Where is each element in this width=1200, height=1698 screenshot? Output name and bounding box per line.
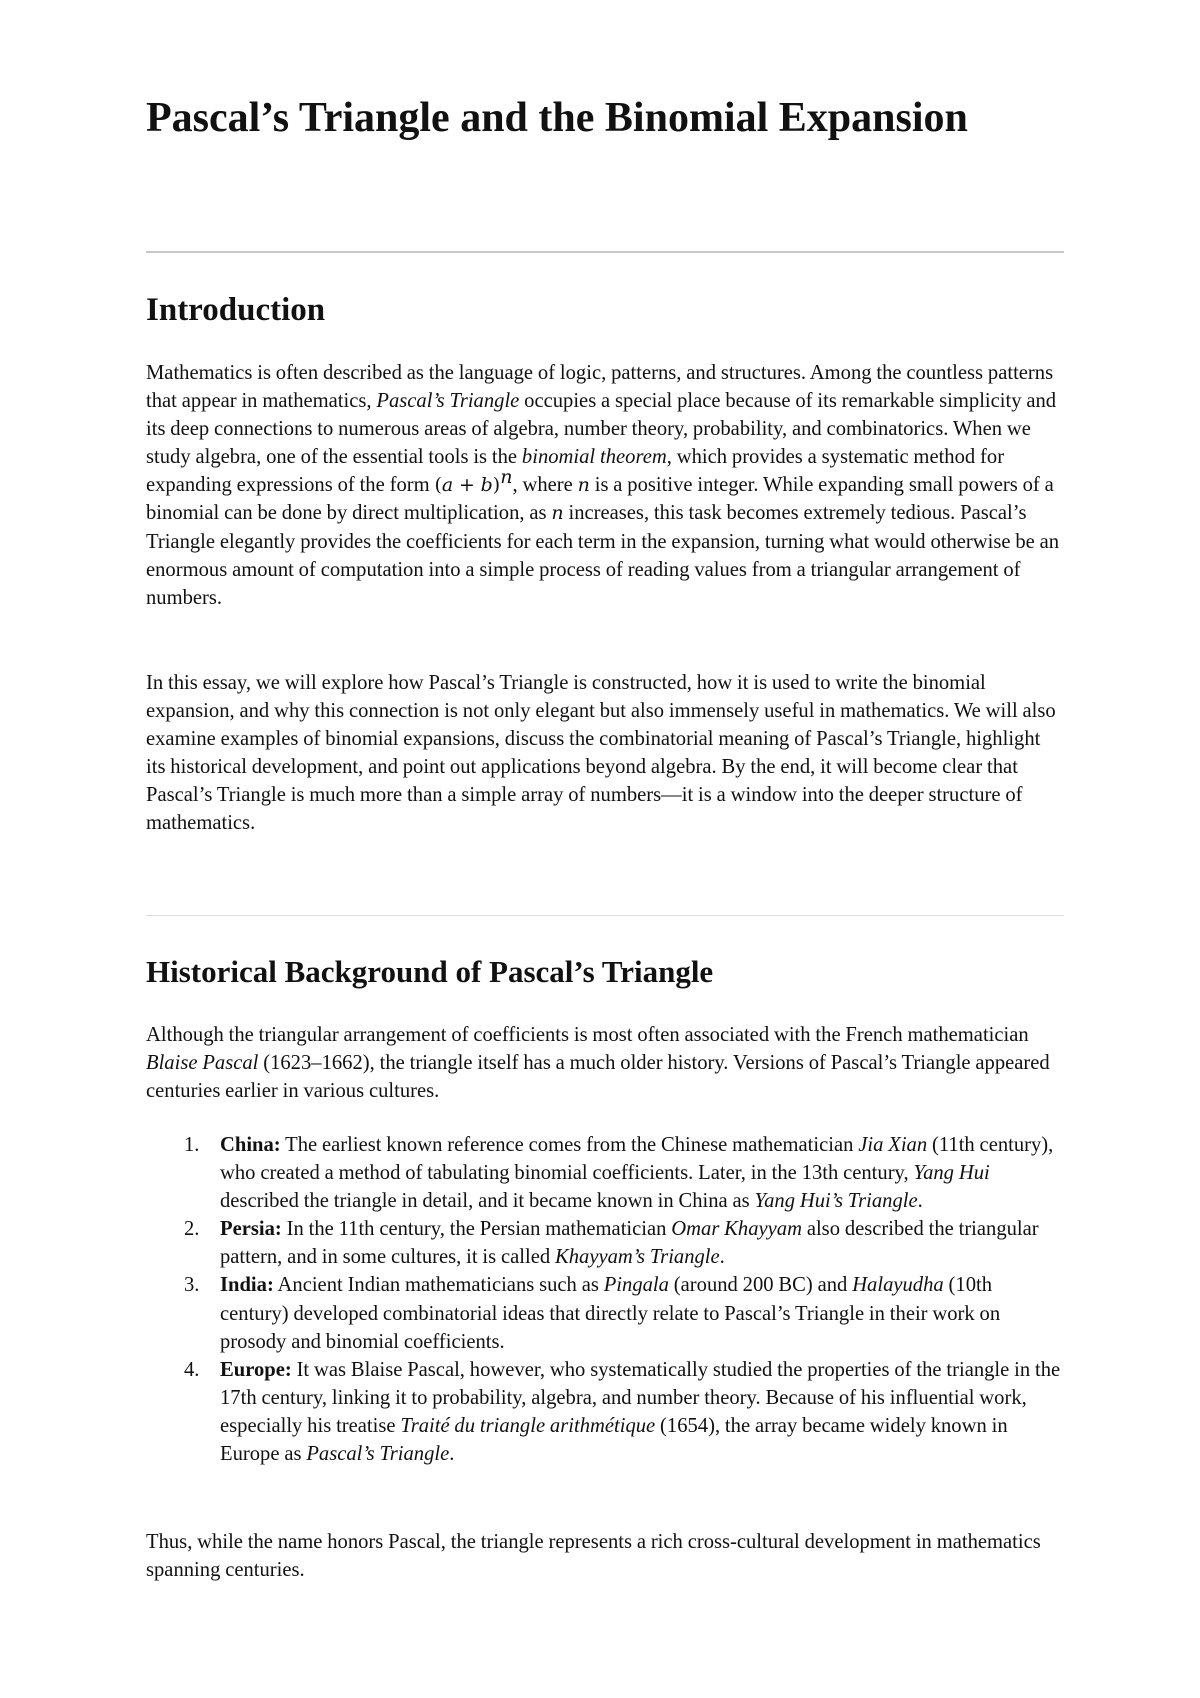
- math-open-paren: (: [434, 474, 442, 497]
- text-run: In the 11th century, the Persian mathematician: [281, 1218, 672, 1241]
- introduction-paragraph-2: In this essay, we will explore how Pascal’s Triangle is constructed, how it is used to write the binomial expansion, and why this connection is not only elegant but also immensely useful in mathematics. We will also examine examples of binomial expansions, discuss the combinatorial meaning of Pascal’s Triangle, highlight its historical development, and point out applications beyond algebra. By the end, it will become clear that Pascal’s Triangle is much more than a simple array of numbers—it is a window into the deeper structure of mathematics.: [146, 672, 1056, 835]
- history-paragraph-1: [146, 1021, 1064, 1105]
- list-item-china: [146, 1131, 1064, 1215]
- list-item-india: [146, 1271, 1064, 1355]
- history-paragraph-last: Thus, while the name honors Pascal, the triangle represents a rich cross-cultural development in mathematics spanning centuries.: [146, 1531, 1041, 1582]
- math-variable-n: n: [577, 474, 590, 497]
- math-plus: +: [453, 474, 481, 497]
- title-divider: [146, 251, 1064, 253]
- text-run: .: [449, 1443, 455, 1466]
- emphasis-name: Omar Khayyam: [671, 1218, 802, 1241]
- list-item-europe: [146, 1356, 1064, 1468]
- emphasis-name: Yang Hui’s Triangle: [754, 1190, 918, 1213]
- emphasis-name: Traité du triangle arithmétique: [400, 1414, 656, 1437]
- text-run: .: [719, 1246, 725, 1269]
- history-heading: Historical Background of Pascal’s Triangle: [146, 954, 714, 989]
- text-run: is a positive integer. While expanding small powers of a binomial can be done by direct multiplication, as: [146, 474, 1054, 525]
- list-label: Europe:: [220, 1358, 292, 1381]
- text-run: It was Blaise Pascal, however, who systematically studied the properties of the triangle in the 17th century, linking it to probability, algebra, and number theory. Because of his influential work, especially his treatise: [220, 1358, 1061, 1437]
- list-number: 1.: [184, 1134, 200, 1156]
- text-run: (1623–1662), the triangle itself has a much older history. Versions of Pascal’s Triangle appeared centuries earlier in various cultures.: [146, 1052, 1050, 1103]
- list-label: India:: [220, 1274, 274, 1297]
- document-title: Pascal’s Triangle and the Binomial Expansion: [146, 95, 968, 141]
- text-run: also described the triangular pattern, and in some cultures, it is called: [220, 1218, 1039, 1269]
- text-run: described the triangle in detail, and it became known in China as: [220, 1190, 755, 1213]
- math-variable-a: a: [441, 474, 454, 497]
- math-close-paren: ): [492, 474, 501, 497]
- text-run: Although the triangular arrangement of coefficients is most often associated with the French mathematician: [146, 1024, 1029, 1046]
- math-exponent-n: n: [500, 466, 513, 489]
- emphasis-pascals-triangle: Pascal’s Triangle: [376, 390, 520, 413]
- text-run: increases, this task becomes extremely tedious. Pascal’s Triangle elegantly provides the coefficients for each term in the expansion, turning what would otherwise be an enormous amount of computation into a simple process of reading values from a triangular arrangement of numbers.: [146, 502, 1060, 609]
- emphasis-blaise-pascal: Blaise Pascal: [146, 1052, 259, 1075]
- emphasis-name: Pingala: [603, 1274, 669, 1297]
- text-run: (1654), the array became widely known in Europe as: [220, 1414, 1008, 1466]
- emphasis-name: Khayyam’s Triangle: [555, 1246, 720, 1269]
- history-list: [146, 1131, 1064, 1468]
- emphasis-name: Pascal’s Triangle: [306, 1443, 450, 1466]
- text-run: Ancient Indian mathematicians such as: [273, 1274, 604, 1297]
- list-label: China:: [220, 1134, 281, 1156]
- text-run: (10th century) developed combinatorial ideas that directly relate to Pascal’s Triangle in their work on prosody and binomial coefficients.: [220, 1274, 1001, 1353]
- list-number: 4.: [184, 1358, 200, 1381]
- text-run: (11th century), who created a method of tabulating binomial coefficients. Later, in the 13th century,: [220, 1134, 1054, 1185]
- math-variable-b: b: [480, 474, 493, 497]
- list-label: Persia:: [220, 1218, 282, 1241]
- text-run: Mathematics is often described as the language of logic, patterns, and structures. Among the countless patterns that appear in mathematics,: [146, 362, 1054, 413]
- emphasis-name: Jia Xian: [858, 1134, 928, 1156]
- text-run: , where: [512, 474, 578, 497]
- text-run: occupies a special place because of its remarkable simplicity and its deep connections to numerous areas of algebra, number theory, probability, and combinatorics. When we study algebra, one of the essential tools is the: [146, 390, 1057, 469]
- math-variable-n: n: [551, 502, 564, 525]
- emphasis-name: Yang Hui: [913, 1162, 990, 1185]
- text-run: The earliest known reference comes from the Chinese mathematician: [280, 1134, 859, 1156]
- list-item-persia: [146, 1215, 1064, 1271]
- list-number: 2.: [184, 1218, 200, 1241]
- introduction-paragraph-1: [146, 359, 1064, 612]
- text-run: , which provides a systematic method for expanding expressions of the form: [146, 446, 1005, 497]
- section-divider: [146, 915, 1064, 916]
- introduction-heading: Introduction: [146, 292, 326, 328]
- emphasis-binomial-theorem: binomial theorem: [521, 446, 667, 469]
- emphasis-name: Halayudha: [852, 1274, 944, 1297]
- text-run: (around 200 BC) and: [668, 1274, 853, 1297]
- list-number: 3.: [184, 1274, 200, 1297]
- text-run: .: [917, 1190, 923, 1213]
